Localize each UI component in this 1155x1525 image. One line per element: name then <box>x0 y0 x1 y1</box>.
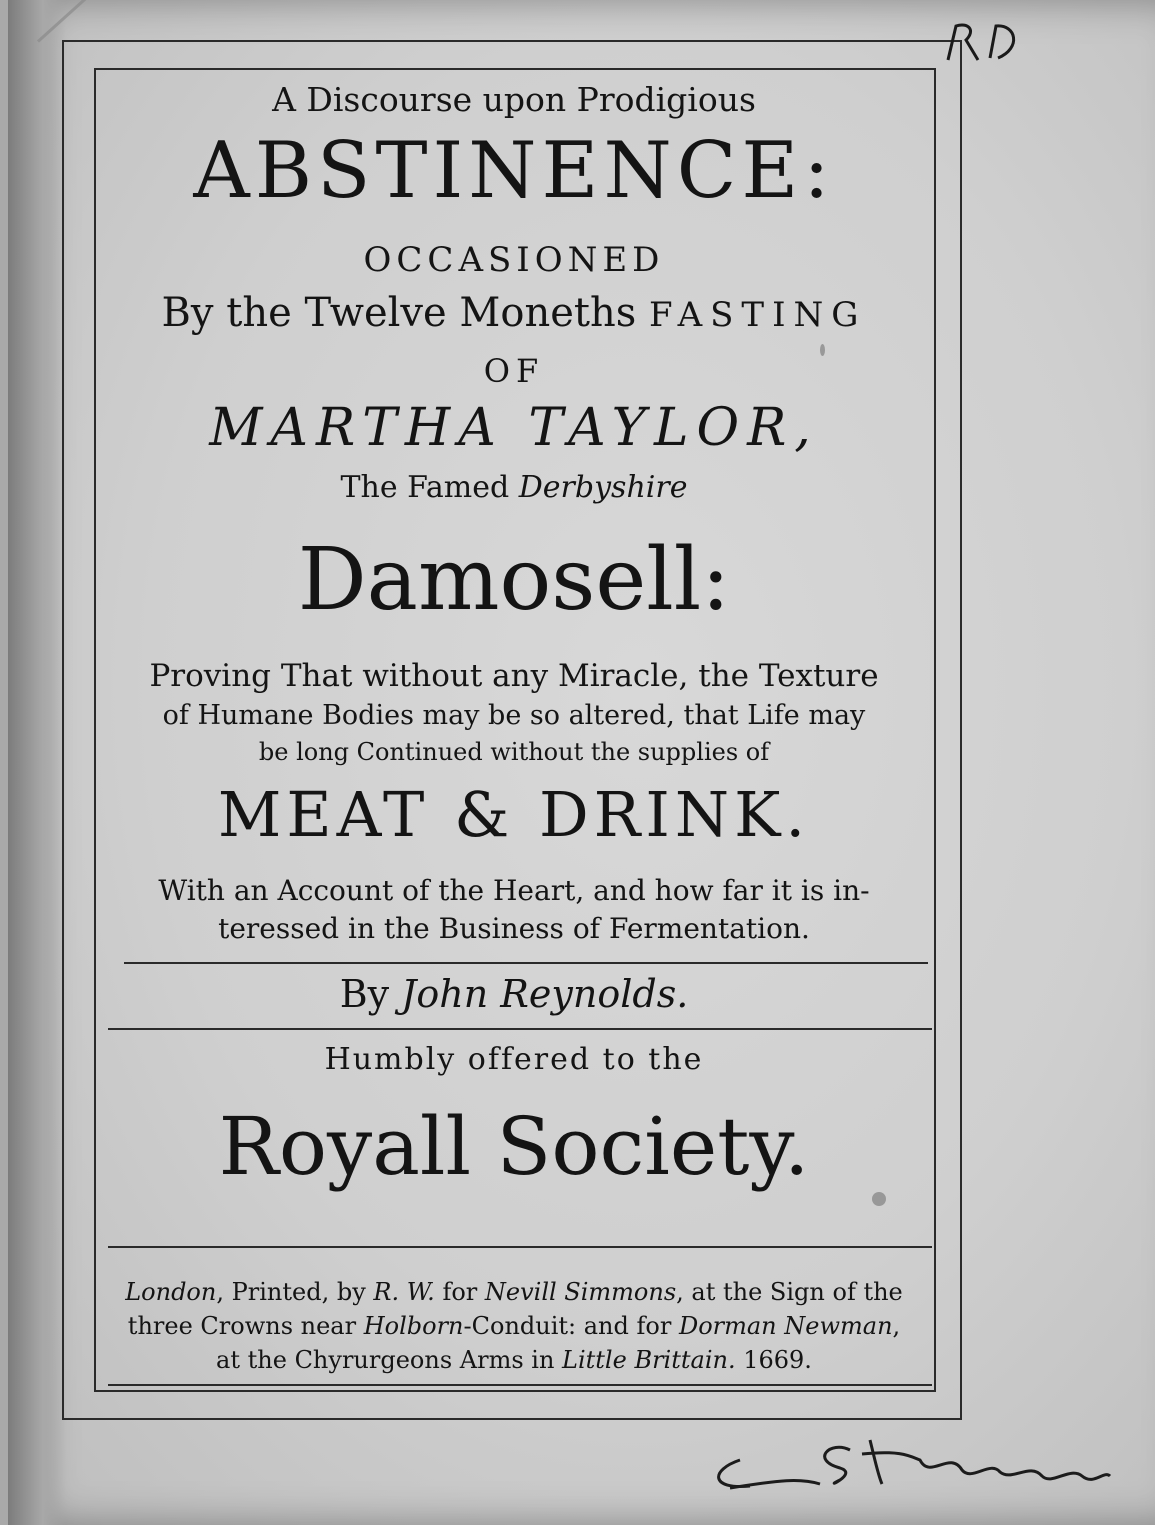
author-name: John Reynolds. <box>401 972 689 1016</box>
imprint-sign: , at the Sign of the <box>676 1278 903 1306</box>
title-line-meat-drink: MEAT & DRINK. <box>217 778 811 851</box>
binding-gutter <box>8 0 66 1525</box>
imprint-line-3 <box>94 1346 934 1374</box>
fasting-text: FASTING <box>648 295 867 335</box>
imprint-line-2 <box>94 1312 934 1340</box>
imprint-london: London <box>125 1278 217 1306</box>
author-line <box>94 972 934 1016</box>
imprint-bookseller-1: Nevill Simmons <box>484 1278 677 1306</box>
title-line-discourse: A Discourse upon Prodigious <box>272 80 756 119</box>
title-line-abstinence: ABSTINENCE: <box>193 126 835 216</box>
title-line-royall-society: Royall Society. <box>218 1100 810 1193</box>
title-line-damosell: Damosell: <box>297 530 731 630</box>
imprint-holborn: Holborn <box>363 1312 464 1340</box>
famed-text: The Famed <box>340 470 519 505</box>
ink-spot <box>872 1192 886 1206</box>
imprint-bookseller-2: Dorman Newman <box>678 1312 893 1340</box>
imprint-arms: at the Chyrurgeons Arms in <box>216 1346 563 1374</box>
imprint-for: for <box>434 1278 485 1306</box>
imprint-printed-by: , Printed, by <box>216 1278 374 1306</box>
account-line-1: With an Account of the Heart, and how far it is in- <box>158 874 870 907</box>
rule-above-imprint <box>108 1246 932 1248</box>
title-line-twelve-moneths <box>94 290 934 336</box>
imprint-printer: R. W. <box>373 1278 435 1306</box>
twelve-moneths-text: By the Twelve Moneths <box>161 290 649 336</box>
imprint-little-brittain: Little Brittain. <box>562 1346 736 1374</box>
title-line-martha-taylor: MARTHA TAYLOR, <box>209 398 819 458</box>
account-line-2: teressed in the Business of Fermentation. <box>218 912 810 945</box>
title-line-of: OF <box>483 352 545 390</box>
derbyshire-text: Derbyshire <box>518 470 688 505</box>
shelfmark-handwritten <box>940 18 1030 68</box>
by-text: By <box>339 972 402 1016</box>
rule-above-author <box>124 962 928 964</box>
handwritten-signature <box>700 1420 1120 1500</box>
imprint-line-1 <box>94 1278 934 1306</box>
imprint-year: 1669. <box>735 1346 812 1374</box>
rule-below-author <box>108 1028 932 1030</box>
subtitle-line-2: of Humane Bodies may be so altered, that Life may <box>162 700 866 731</box>
subtitle-line-3: be long Continued without the supplies of <box>258 738 770 766</box>
title-line-famed <box>94 470 934 505</box>
imprint-comma: , <box>892 1312 901 1340</box>
imprint-crowns: three Crowns near <box>127 1312 364 1340</box>
dedication-line: Humbly offered to the <box>324 1042 704 1077</box>
imprint-conduit: -Conduit: and for <box>463 1312 679 1340</box>
ink-mark <box>820 344 825 356</box>
subtitle-line-1: Proving That without any Miracle, the Texture <box>149 658 879 694</box>
title-line-occasioned: OCCASIONED <box>363 240 665 280</box>
rule-below-imprint <box>108 1384 932 1386</box>
